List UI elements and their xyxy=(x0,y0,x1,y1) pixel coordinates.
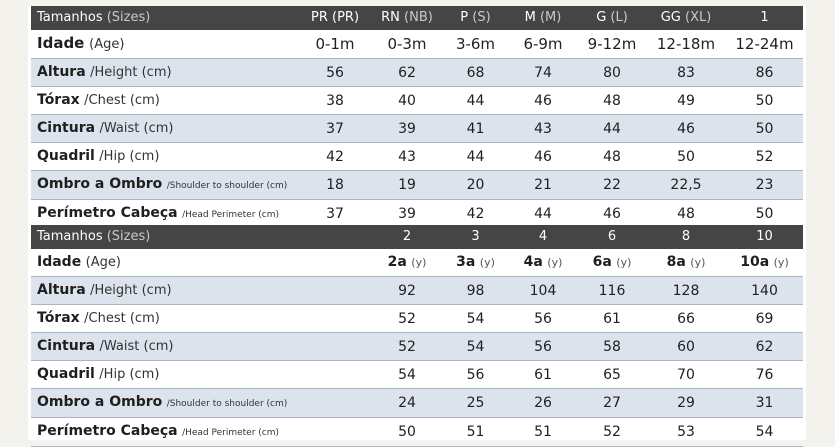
table-cell: 83 xyxy=(646,59,726,87)
row-label: Perímetro Cabeça xyxy=(37,423,178,439)
header-size: GG (XL) xyxy=(646,6,726,30)
header-size: 2 xyxy=(371,225,443,249)
size-table-kids xyxy=(31,225,803,447)
table-row-height xyxy=(31,277,803,305)
table-row-age xyxy=(31,249,803,277)
table-row-shoulder xyxy=(31,389,803,418)
table-cell: 44 xyxy=(508,200,578,229)
header-empty xyxy=(299,225,371,249)
table-cell: 18 xyxy=(299,171,371,200)
row-label-en: /Shoulder to shoulder (cm) xyxy=(166,181,288,191)
table-cell: 53 xyxy=(646,418,726,447)
table-cell: 60 xyxy=(646,333,726,361)
table-cell: 56 xyxy=(443,361,508,389)
header-size: PR (PR) xyxy=(299,6,371,30)
table-cell: 56 xyxy=(508,305,578,333)
table-cell: 0-1m xyxy=(299,30,371,59)
table-cell: 43 xyxy=(371,143,443,171)
table-cell: 9-12m xyxy=(578,30,646,59)
table-cell: 48 xyxy=(578,87,646,115)
table-cell: 44 xyxy=(443,87,508,115)
table-cell: 44 xyxy=(578,115,646,143)
row-label-en: /Hip (cm) xyxy=(99,149,160,164)
table-row-chest xyxy=(31,305,803,333)
table-cell: 27 xyxy=(578,389,646,418)
row-label-en: (Age) xyxy=(89,37,125,52)
table-cell: 19 xyxy=(371,171,443,200)
table-cell-empty xyxy=(299,305,371,333)
header-size: RN (NB) xyxy=(371,6,443,30)
table-cell: 50 xyxy=(726,115,803,143)
header-row xyxy=(31,225,803,249)
table-cell: 65 xyxy=(578,361,646,389)
row-label-en: /Height (cm) xyxy=(90,65,172,80)
table-cell: 50 xyxy=(646,143,726,171)
table-cell: 69 xyxy=(726,305,803,333)
table-cell: 80 xyxy=(578,59,646,87)
table-cell: 46 xyxy=(508,143,578,171)
table-cell: 37 xyxy=(299,200,371,229)
table-cell: 98 xyxy=(443,277,508,305)
table-cell: 68 xyxy=(443,59,508,87)
table-cell-empty xyxy=(299,249,371,277)
table-cell-empty xyxy=(299,333,371,361)
table-cell: 54 xyxy=(726,418,803,447)
row-label: Ombro a Ombro xyxy=(37,176,163,192)
header-title: Tamanhos xyxy=(37,10,103,25)
row-label: Ombro a Ombro xyxy=(37,394,163,410)
table-row-waist xyxy=(31,115,803,143)
table-cell: 54 xyxy=(371,361,443,389)
header-size: 1 xyxy=(726,6,803,30)
header-size: 6 xyxy=(578,225,646,249)
table-cell: 116 xyxy=(578,277,646,305)
table-cell: 52 xyxy=(371,305,443,333)
table-cell: 12-24m xyxy=(726,30,803,59)
row-label: Perímetro Cabeça xyxy=(37,205,178,221)
table-cell: 61 xyxy=(508,361,578,389)
header-size: G (L) xyxy=(578,6,646,30)
header-title-en: (Sizes) xyxy=(106,229,151,244)
row-label-en: /Hip (cm) xyxy=(99,367,160,382)
table-cell: 54 xyxy=(443,333,508,361)
row-label-en: (Age) xyxy=(85,255,121,270)
header-title-cell xyxy=(31,6,299,30)
table-cell: 46 xyxy=(508,87,578,115)
table-cell: 4a (y) xyxy=(508,249,578,277)
table-cell: 41 xyxy=(443,115,508,143)
row-label-en: /Waist (cm) xyxy=(99,339,174,354)
row-label: Tórax xyxy=(37,92,80,108)
table-cell: 46 xyxy=(646,115,726,143)
table-cell: 42 xyxy=(299,143,371,171)
table-cell: 22 xyxy=(578,171,646,200)
table-cell: 70 xyxy=(646,361,726,389)
table-cell: 50 xyxy=(726,200,803,229)
table-cell: 49 xyxy=(646,87,726,115)
table-cell: 92 xyxy=(371,277,443,305)
header-title-cell xyxy=(31,225,299,249)
table-cell: 54 xyxy=(443,305,508,333)
table-row-height xyxy=(31,59,803,87)
row-label-en: /Waist (cm) xyxy=(99,121,174,136)
table-row-head-perimeter xyxy=(31,418,803,447)
table-cell: 0-3m xyxy=(371,30,443,59)
table-cell: 3-6m xyxy=(443,30,508,59)
table-cell: 52 xyxy=(371,333,443,361)
row-label: Tórax xyxy=(37,310,80,326)
table-cell: 2a (y) xyxy=(371,249,443,277)
table-cell: 50 xyxy=(371,418,443,447)
row-label: Altura xyxy=(37,282,86,298)
table-cell: 140 xyxy=(726,277,803,305)
table-cell: 62 xyxy=(726,333,803,361)
table-cell: 29 xyxy=(646,389,726,418)
table-cell-empty xyxy=(299,389,371,418)
table-cell: 38 xyxy=(299,87,371,115)
table-cell: 56 xyxy=(299,59,371,87)
row-label: Quadril xyxy=(37,148,95,164)
table-cell: 50 xyxy=(726,87,803,115)
table-cell: 6a (y) xyxy=(578,249,646,277)
size-table-baby xyxy=(31,6,803,229)
table-cell: 61 xyxy=(578,305,646,333)
table-cell: 6-9m xyxy=(508,30,578,59)
table-cell: 39 xyxy=(371,115,443,143)
table-cell: 62 xyxy=(371,59,443,87)
row-label: Idade xyxy=(37,254,82,270)
table-cell: 56 xyxy=(508,333,578,361)
table-cell: 39 xyxy=(371,200,443,229)
table-row-age xyxy=(31,30,803,59)
table-cell: 43 xyxy=(508,115,578,143)
row-label: Cintura xyxy=(37,338,96,354)
table-cell: 22,5 xyxy=(646,171,726,200)
table-cell: 25 xyxy=(443,389,508,418)
header-title: Tamanhos xyxy=(37,229,103,244)
table-cell: 52 xyxy=(726,143,803,171)
table-cell: 31 xyxy=(726,389,803,418)
table-cell: 26 xyxy=(508,389,578,418)
table-cell: 74 xyxy=(508,59,578,87)
table-cell: 104 xyxy=(508,277,578,305)
row-label-en: /Shoulder to shoulder (cm) xyxy=(166,399,288,409)
table-cell: 76 xyxy=(726,361,803,389)
table-cell: 24 xyxy=(371,389,443,418)
header-size: 8 xyxy=(646,225,726,249)
header-size: 10 xyxy=(726,225,803,249)
row-label: Altura xyxy=(37,64,86,80)
row-label-en: /Height (cm) xyxy=(90,283,172,298)
table-row-waist xyxy=(31,333,803,361)
header-size: 4 xyxy=(508,225,578,249)
table-cell-empty xyxy=(299,361,371,389)
table-row-chest xyxy=(31,87,803,115)
table-cell: 3a (y) xyxy=(443,249,508,277)
table-cell: 128 xyxy=(646,277,726,305)
table-cell: 37 xyxy=(299,115,371,143)
table-cell: 8a (y) xyxy=(646,249,726,277)
table-cell: 40 xyxy=(371,87,443,115)
row-label-en: /Chest (cm) xyxy=(84,93,160,108)
row-label: Idade xyxy=(37,34,85,52)
table-cell-empty xyxy=(299,418,371,447)
table-cell: 20 xyxy=(443,171,508,200)
table-cell: 52 xyxy=(578,418,646,447)
table-cell: 46 xyxy=(578,200,646,229)
table-cell: 48 xyxy=(578,143,646,171)
table-cell: 23 xyxy=(726,171,803,200)
header-size: P (S) xyxy=(443,6,508,30)
table-cell: 42 xyxy=(443,200,508,229)
row-label-en: /Chest (cm) xyxy=(84,311,160,326)
table-cell: 51 xyxy=(508,418,578,447)
header-size: 3 xyxy=(443,225,508,249)
header-title-en: (Sizes) xyxy=(106,10,151,25)
table-cell: 86 xyxy=(726,59,803,87)
table-row-shoulder xyxy=(31,171,803,200)
table-row-hip xyxy=(31,361,803,389)
row-label: Quadril xyxy=(37,366,95,382)
size-chart-sheet xyxy=(28,6,806,440)
table-cell: 48 xyxy=(646,200,726,229)
table-cell: 10a (y) xyxy=(726,249,803,277)
table-cell: 21 xyxy=(508,171,578,200)
table-cell: 66 xyxy=(646,305,726,333)
table-cell: 44 xyxy=(443,143,508,171)
table-row-hip xyxy=(31,143,803,171)
header-size: M (M) xyxy=(508,6,578,30)
row-label-en: /Head Perimeter (cm) xyxy=(182,210,280,220)
row-label-en: /Head Perimeter (cm) xyxy=(182,428,280,438)
table-cell: 51 xyxy=(443,418,508,447)
table-cell: 58 xyxy=(578,333,646,361)
table-cell-empty xyxy=(299,277,371,305)
table-cell: 12-18m xyxy=(646,30,726,59)
header-row xyxy=(31,6,803,30)
row-label: Cintura xyxy=(37,120,96,136)
